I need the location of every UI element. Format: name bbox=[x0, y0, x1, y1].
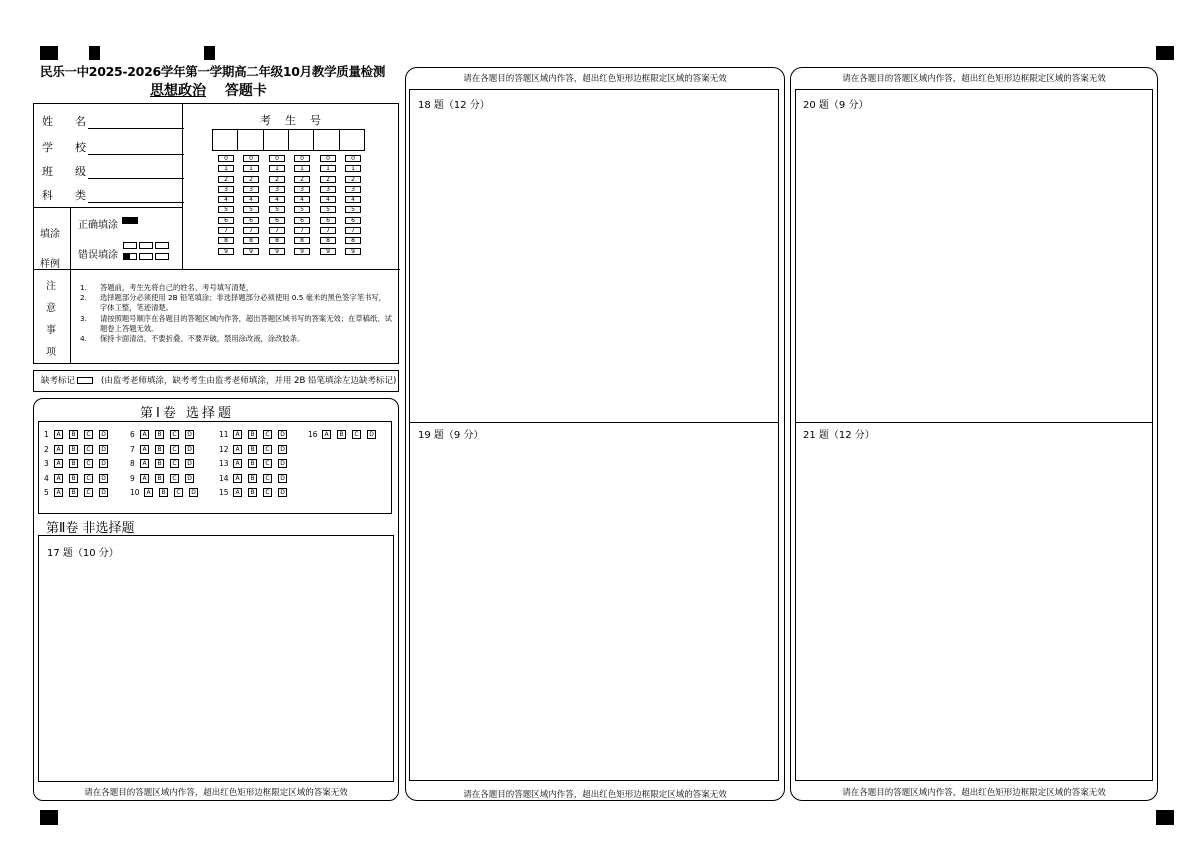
option-bubble[interactable]: D bbox=[278, 474, 287, 483]
question-number: 5 bbox=[44, 488, 49, 497]
digit-bubble[interactable]: 1 bbox=[345, 165, 361, 172]
choice-question bbox=[130, 488, 204, 497]
option-bubble[interactable]: B bbox=[248, 430, 257, 439]
option-bubble[interactable]: B bbox=[155, 430, 164, 439]
option-bubble[interactable]: D bbox=[185, 445, 194, 454]
digit-bubble[interactable]: 0 bbox=[320, 155, 336, 162]
filled-bubble-icon bbox=[122, 217, 138, 224]
digit-bubble[interactable]: 5 bbox=[269, 206, 285, 213]
digit-bubble[interactable]: 2 bbox=[269, 176, 285, 183]
middle-header-note: 请在各题目的答题区域内作答，超出红色矩形边框限定区域的答案无效 bbox=[463, 74, 727, 84]
option-bubble[interactable]: D bbox=[278, 445, 287, 454]
option-bubble[interactable]: B bbox=[248, 459, 257, 468]
digit-bubble[interactable]: 1 bbox=[218, 165, 234, 172]
option-bubble[interactable]: A bbox=[233, 474, 242, 483]
digit-bubble[interactable]: 0 bbox=[218, 155, 234, 162]
option-bubble[interactable]: A bbox=[233, 459, 242, 468]
digit-bubble[interactable]: 8 bbox=[294, 237, 310, 244]
option-bubble[interactable]: C bbox=[84, 488, 93, 497]
digit-bubble[interactable]: 3 bbox=[345, 186, 361, 193]
question-number: 11 bbox=[219, 430, 229, 439]
option-bubble[interactable]: D bbox=[278, 459, 287, 468]
question-number: 9 bbox=[130, 473, 135, 483]
card-name: 答题卡 bbox=[224, 83, 267, 99]
digit-bubble[interactable]: 5 bbox=[243, 206, 259, 213]
option-bubble[interactable]: D bbox=[99, 445, 108, 454]
exam-number-title: 考生号 bbox=[260, 114, 335, 127]
q21-answer-area[interactable] bbox=[795, 423, 1153, 781]
notice-label: 注意事项 bbox=[46, 281, 56, 358]
option-bubble[interactable]: C bbox=[170, 474, 179, 483]
digit-bubble[interactable]: 4 bbox=[294, 196, 310, 203]
q19-answer-area[interactable] bbox=[409, 423, 779, 781]
option-bubble[interactable]: C bbox=[263, 474, 272, 483]
digit-bubble[interactable]: 9 bbox=[218, 248, 234, 255]
option-bubble[interactable]: B bbox=[248, 445, 257, 454]
right-footer-note: 请在各题目的答题区域内作答，超出红色矩形边框限定区域的答案无效 bbox=[842, 788, 1106, 798]
option-bubble[interactable]: C bbox=[263, 430, 272, 439]
digit-bubble[interactable]: 1 bbox=[269, 165, 285, 172]
digit-bubble[interactable]: 6 bbox=[269, 217, 285, 224]
option-bubble[interactable]: B bbox=[159, 488, 168, 497]
school-label: 学 校 bbox=[42, 141, 86, 154]
choice-question bbox=[130, 474, 200, 483]
choice-question bbox=[219, 474, 293, 483]
choice-question bbox=[44, 474, 114, 483]
digit-bubble[interactable]: 1 bbox=[243, 165, 259, 172]
exam-title: 民乐一中2025-2026学年第一学期高二年级10月教学质量检测 bbox=[40, 64, 386, 79]
digit-bubble[interactable]: 6 bbox=[345, 217, 361, 224]
option-bubble[interactable]: A bbox=[322, 430, 331, 439]
cross-bubble-icon bbox=[139, 242, 153, 249]
digit-bubble[interactable]: 0 bbox=[294, 155, 310, 162]
choice-question bbox=[130, 430, 200, 439]
part2-title: 第Ⅱ卷 非选择题 bbox=[46, 521, 135, 536]
q20-label: 20 题（9 分） bbox=[803, 100, 869, 111]
digit-bubble[interactable]: 7 bbox=[294, 227, 310, 234]
option-bubble[interactable]: C bbox=[170, 445, 179, 454]
option-bubble[interactable]: C bbox=[263, 459, 272, 468]
digit-bubble[interactable]: 5 bbox=[218, 206, 234, 213]
choice-question bbox=[44, 459, 114, 468]
exam-number-column bbox=[294, 155, 312, 258]
option-bubble[interactable]: D bbox=[185, 474, 194, 483]
digit-bubble[interactable]: 8 bbox=[269, 237, 285, 244]
option-bubble[interactable]: B bbox=[155, 445, 164, 454]
q19-label: 19 题（9 分） bbox=[418, 430, 484, 441]
choice-question bbox=[130, 459, 200, 468]
option-bubble[interactable]: C bbox=[174, 488, 183, 497]
digit-bubble[interactable]: 3 bbox=[294, 186, 310, 193]
name-field[interactable] bbox=[42, 113, 184, 129]
part1-title: 第Ⅰ卷 选择题 bbox=[140, 406, 234, 421]
option-bubble[interactable]: B bbox=[69, 488, 78, 497]
notice-item: 4. 保持卡面清洁，不要折叠、不要弄破，禁用涂改液，涂改胶条。 bbox=[80, 334, 305, 344]
class-field[interactable] bbox=[42, 163, 184, 179]
digit-bubble[interactable]: 8 bbox=[218, 237, 234, 244]
option-bubble[interactable]: B bbox=[69, 474, 78, 483]
digit-bubble[interactable]: 5 bbox=[294, 206, 310, 213]
option-bubble[interactable]: C bbox=[84, 474, 93, 483]
digit-bubble[interactable]: 4 bbox=[243, 196, 259, 203]
digit-bubble[interactable]: 8 bbox=[320, 237, 336, 244]
choice-question bbox=[219, 459, 293, 468]
q17-answer-area[interactable] bbox=[38, 535, 394, 782]
notice-item: 3. 请按照题号顺序在各题目的答题区域内作答，超出答题区域书写的答案无效；在草稿纸、试题卷上答题无效。 bbox=[80, 313, 392, 333]
q20-answer-area[interactable] bbox=[795, 89, 1153, 422]
digit-bubble[interactable]: 7 bbox=[320, 227, 336, 234]
option-bubble[interactable]: D bbox=[278, 430, 287, 439]
digit-bubble[interactable]: 4 bbox=[320, 196, 336, 203]
option-bubble[interactable]: C bbox=[263, 488, 272, 497]
digit-bubble[interactable]: 9 bbox=[243, 248, 259, 255]
half-filled-bubble-icon bbox=[123, 253, 137, 260]
option-bubble[interactable]: B bbox=[155, 474, 164, 483]
absent-note: (由监考老师填涂，缺考考生由监考老师填涂，并用 2B 铅笔填涂左边缺考标记) bbox=[101, 376, 397, 386]
registration-mark bbox=[1156, 46, 1174, 60]
option-bubble[interactable]: A bbox=[233, 430, 242, 439]
question-number: 3 bbox=[44, 459, 49, 468]
question-number: 4 bbox=[44, 473, 49, 483]
option-bubble[interactable]: C bbox=[352, 430, 361, 439]
question-number: 2 bbox=[44, 444, 49, 454]
line-bubble-icon bbox=[139, 253, 153, 260]
digit-bubble[interactable]: 9 bbox=[345, 248, 361, 255]
choice-question bbox=[219, 445, 293, 454]
option-bubble[interactable]: A bbox=[140, 459, 149, 468]
exam-number-boxes[interactable] bbox=[212, 129, 365, 151]
exam-number-column bbox=[269, 155, 287, 258]
registration-mark bbox=[40, 46, 58, 60]
digit-bubble[interactable]: 4 bbox=[345, 196, 361, 203]
category-label: 科 类 bbox=[42, 189, 86, 202]
q18-label: 18 题（12 分） bbox=[418, 100, 490, 111]
digit-bubble[interactable]: 1 bbox=[294, 165, 310, 172]
digit-bubble[interactable]: 2 bbox=[345, 176, 361, 183]
digit-bubble[interactable]: 0 bbox=[345, 155, 361, 162]
option-bubble[interactable]: D bbox=[185, 430, 194, 439]
digit-bubble[interactable]: 8 bbox=[243, 237, 259, 244]
option-bubble[interactable]: B bbox=[69, 445, 78, 454]
digit-bubble[interactable]: 6 bbox=[218, 217, 234, 224]
option-bubble[interactable]: A bbox=[140, 430, 149, 439]
digit-bubble[interactable]: 2 bbox=[243, 176, 259, 183]
exam-number-column bbox=[345, 155, 363, 258]
exam-number-column bbox=[218, 155, 236, 258]
question-number: 15 bbox=[219, 488, 229, 497]
option-bubble[interactable]: A bbox=[233, 488, 242, 497]
option-bubble[interactable]: A bbox=[144, 488, 153, 497]
question-number: 7 bbox=[130, 444, 135, 454]
digit-bubble[interactable]: 9 bbox=[294, 248, 310, 255]
option-bubble[interactable]: C bbox=[84, 430, 93, 439]
option-bubble[interactable]: B bbox=[248, 488, 257, 497]
circle-bubble-icon bbox=[155, 242, 169, 249]
digit-bubble[interactable]: 0 bbox=[243, 155, 259, 162]
option-bubble[interactable]: D bbox=[99, 459, 108, 468]
option-bubble[interactable]: A bbox=[54, 459, 63, 468]
digit-bubble[interactable]: 9 bbox=[320, 248, 336, 255]
question-number: 10 bbox=[130, 488, 140, 497]
category-field[interactable] bbox=[42, 187, 184, 203]
option-bubble[interactable]: D bbox=[99, 474, 108, 483]
name-label: 姓 名 bbox=[42, 115, 86, 128]
digit-bubble[interactable]: 2 bbox=[218, 176, 234, 183]
option-bubble[interactable]: A bbox=[140, 445, 149, 454]
choice-question bbox=[44, 488, 114, 497]
option-bubble[interactable]: C bbox=[170, 430, 179, 439]
card-title bbox=[150, 80, 267, 100]
option-bubble[interactable]: D bbox=[189, 488, 198, 497]
subject-name: 思想政治 bbox=[150, 83, 206, 99]
dash-bubble-icon bbox=[155, 253, 169, 260]
digit-bubble[interactable]: 8 bbox=[345, 237, 361, 244]
option-bubble[interactable]: A bbox=[54, 488, 63, 497]
option-bubble[interactable]: D bbox=[185, 459, 194, 468]
wrong-fill-example: 错误填涂 bbox=[78, 241, 169, 263]
registration-mark bbox=[89, 46, 100, 60]
option-bubble[interactable]: C bbox=[84, 445, 93, 454]
digit-bubble[interactable]: 6 bbox=[320, 217, 336, 224]
exam-number-column bbox=[243, 155, 261, 258]
option-bubble[interactable]: C bbox=[170, 459, 179, 468]
digit-bubble[interactable]: 3 bbox=[243, 186, 259, 193]
option-bubble[interactable]: B bbox=[337, 430, 346, 439]
q18-answer-area[interactable] bbox=[409, 89, 779, 422]
q17-label: 17 题（10 分） bbox=[47, 548, 119, 559]
option-bubble[interactable]: D bbox=[278, 488, 287, 497]
digit-bubble[interactable]: 7 bbox=[345, 227, 361, 234]
registration-mark bbox=[204, 46, 215, 60]
fill-example-label: 填涂样例 bbox=[40, 229, 60, 270]
option-bubble[interactable]: D bbox=[99, 430, 108, 439]
question-number: 16 bbox=[308, 430, 318, 439]
digit-bubble[interactable]: 9 bbox=[269, 248, 285, 255]
digit-bubble[interactable]: 2 bbox=[294, 176, 310, 183]
digit-bubble[interactable]: 5 bbox=[320, 206, 336, 213]
question-number: 14 bbox=[219, 473, 229, 483]
digit-bubble[interactable]: 5 bbox=[345, 206, 361, 213]
choice-question bbox=[308, 430, 382, 439]
digit-bubble[interactable]: 6 bbox=[294, 217, 310, 224]
exam-number-column bbox=[320, 155, 338, 258]
absent-label: 缺考标记 bbox=[41, 376, 76, 386]
registration-mark bbox=[1156, 810, 1174, 825]
question-number: 13 bbox=[219, 459, 229, 468]
option-bubble[interactable]: A bbox=[54, 430, 63, 439]
question-number: 1 bbox=[44, 430, 49, 439]
q21-label: 21 题（12 分） bbox=[803, 430, 875, 441]
digit-bubble[interactable]: 3 bbox=[320, 186, 336, 193]
option-bubble[interactable]: D bbox=[367, 430, 376, 439]
correct-fill-example: 正确填涂 bbox=[78, 216, 138, 231]
digit-bubble[interactable]: 1 bbox=[320, 165, 336, 172]
registration-mark bbox=[40, 810, 58, 825]
choice-question bbox=[44, 445, 114, 454]
choice-question bbox=[44, 430, 114, 439]
question-number: 12 bbox=[219, 444, 229, 454]
option-bubble[interactable]: B bbox=[69, 459, 78, 468]
digit-bubble[interactable]: 4 bbox=[269, 196, 285, 203]
middle-footer-note: 请在各题目的答题区域内作答，超出红色矩形边框限定区域的答案无效 bbox=[463, 790, 727, 800]
question-number: 6 bbox=[130, 430, 135, 439]
choice-question bbox=[219, 488, 293, 497]
option-bubble[interactable]: C bbox=[263, 445, 272, 454]
option-bubble[interactable]: B bbox=[69, 430, 78, 439]
digit-bubble[interactable]: 3 bbox=[269, 186, 285, 193]
digit-bubble[interactable]: 6 bbox=[243, 217, 259, 224]
class-label: 班 级 bbox=[42, 165, 86, 178]
option-bubble[interactable]: A bbox=[54, 474, 63, 483]
option-bubble[interactable]: A bbox=[233, 445, 242, 454]
right-header-note: 请在各题目的答题区域内作答，超出红色矩形边框限定区域的答案无效 bbox=[842, 74, 1106, 84]
option-bubble[interactable]: D bbox=[99, 488, 108, 497]
choice-question bbox=[130, 445, 200, 454]
digit-bubble[interactable]: 7 bbox=[269, 227, 285, 234]
absent-bubble[interactable] bbox=[77, 377, 93, 384]
choice-question bbox=[219, 430, 293, 439]
digit-bubble[interactable]: 7 bbox=[243, 227, 259, 234]
option-bubble[interactable]: A bbox=[54, 445, 63, 454]
digit-bubble[interactable]: 3 bbox=[218, 186, 234, 193]
school-field[interactable] bbox=[42, 139, 184, 155]
option-bubble[interactable]: C bbox=[84, 459, 93, 468]
left-footer-note: 请在各题目的答题区域内作答，超出红色矩形边框限定区域的答案无效 bbox=[84, 788, 348, 798]
check-mark-bubble-icon bbox=[123, 242, 137, 249]
digit-bubble[interactable]: 7 bbox=[218, 227, 234, 234]
option-bubble[interactable]: B bbox=[155, 459, 164, 468]
digit-bubble[interactable]: 0 bbox=[269, 155, 285, 162]
notice-item: 2. 选择题部分必须使用 2B 铅笔填涂；非选择题部分必须使用 0.5 毫米的黑色签字笔书写，字体工整，笔迹清楚。 bbox=[80, 293, 386, 313]
digit-bubble[interactable]: 2 bbox=[320, 176, 336, 183]
option-bubble[interactable]: A bbox=[140, 474, 149, 483]
notice-list bbox=[80, 283, 392, 344]
notice-item: 1. 答题前，考生先将自己的姓名、考号填写清楚， bbox=[80, 283, 254, 292]
absent-mark-row bbox=[33, 370, 399, 392]
question-number: 8 bbox=[130, 459, 135, 468]
option-bubble[interactable]: B bbox=[248, 474, 257, 483]
digit-bubble[interactable]: 4 bbox=[218, 196, 234, 203]
